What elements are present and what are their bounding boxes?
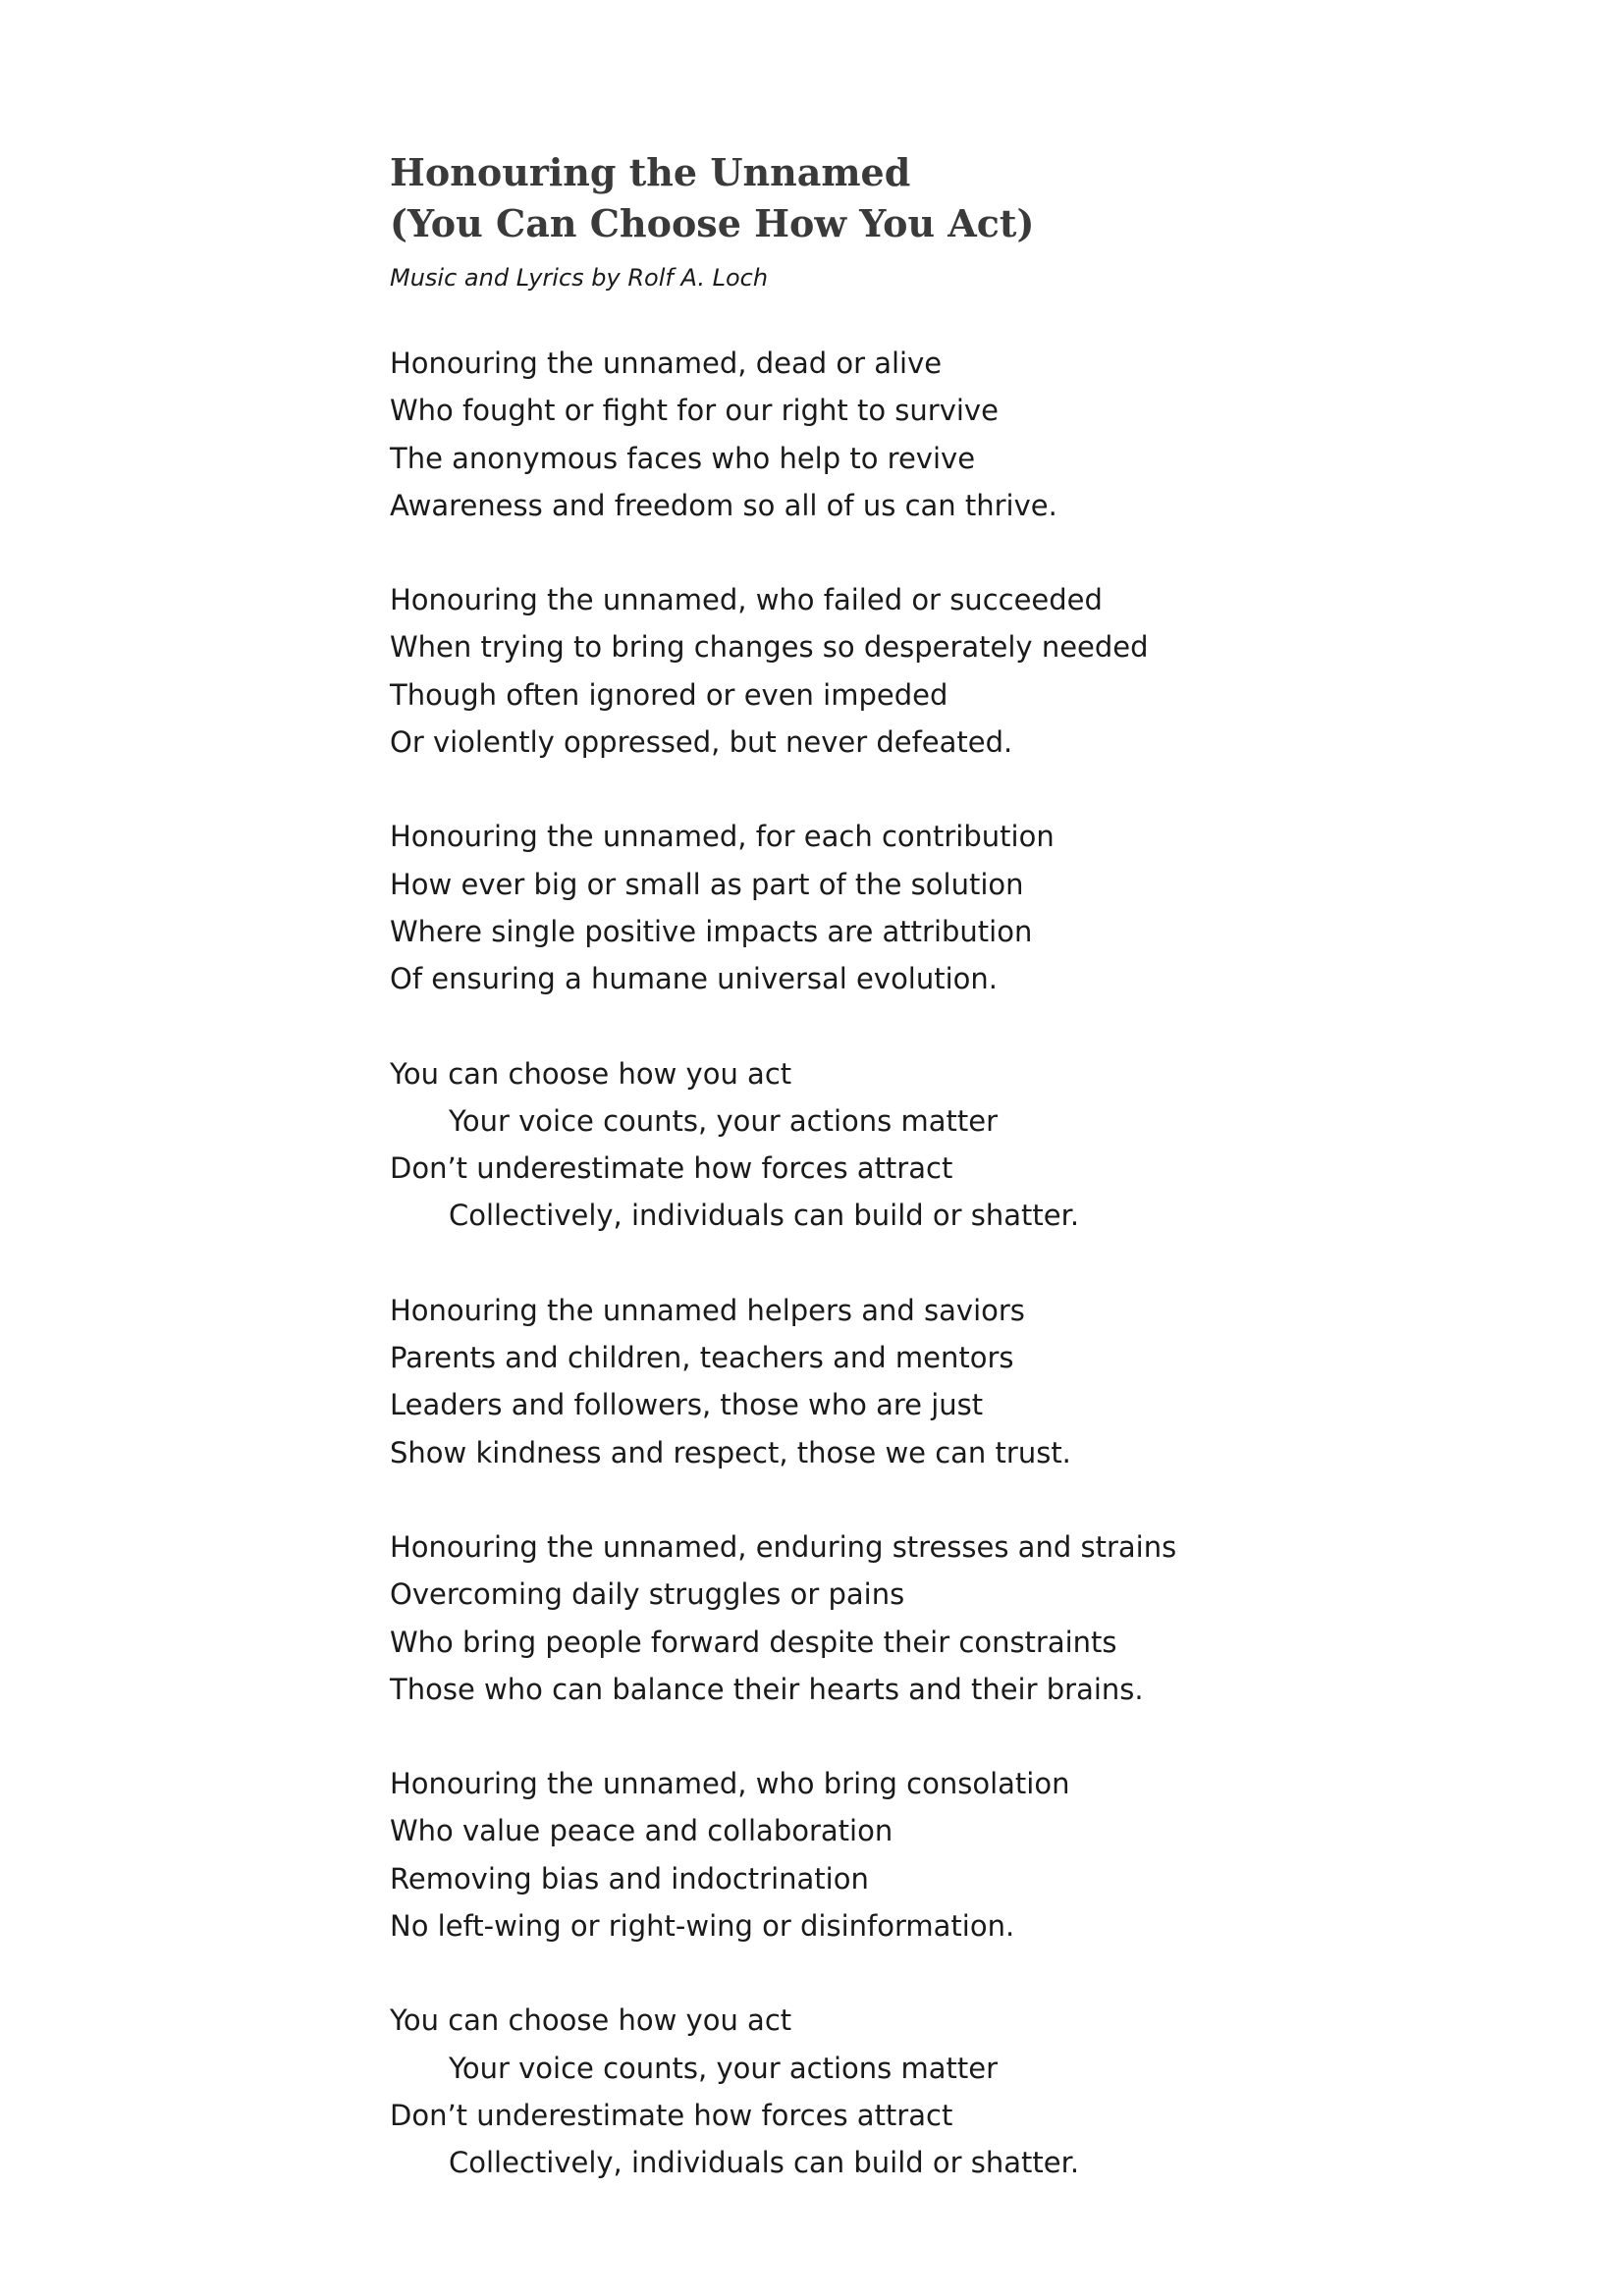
lyric-line: Where single positive impacts are attribution bbox=[390, 914, 1033, 948]
song-subtitle: (You Can Choose How You Act) bbox=[390, 201, 1035, 245]
lyric-line: Removing bias and indoctrination bbox=[390, 1861, 869, 1896]
lyric-line: Don’t underestimate how forces attract bbox=[390, 1151, 953, 1186]
lyric-line: Though often ignored or even impeded bbox=[390, 677, 948, 712]
lyric-line: You can choose how you act bbox=[390, 1056, 792, 1091]
lyric-line: How ever big or small as part of the solution bbox=[390, 867, 1024, 901]
song-title: Honouring the Unnamed bbox=[390, 150, 911, 194]
lyric-line: Awareness and freedom so all of us can thrive. bbox=[390, 488, 1057, 522]
lyric-line: Those who can balance their hearts and their brains. bbox=[390, 1672, 1144, 1706]
lyric-line-indented: Your voice counts, your actions matter bbox=[449, 2051, 999, 2085]
song-credit: Music and Lyrics by Rolf A. Loch bbox=[390, 264, 769, 292]
lyric-line: Honouring the unnamed helpers and saviors bbox=[390, 1293, 1025, 1327]
stanza-verse-2 bbox=[390, 576, 1519, 766]
stanza-chorus-2 bbox=[390, 1997, 1519, 2186]
lyric-line: Parents and children, teachers and mentors bbox=[390, 1341, 1014, 1375]
lyric-line: Show kindness and respect, those we can trust. bbox=[390, 1435, 1071, 1469]
lyric-line: Honouring the unnamed, enduring stresses and strains bbox=[390, 1529, 1177, 1564]
lyric-line: You can choose how you act bbox=[390, 2003, 792, 2038]
lyrics bbox=[390, 340, 1519, 2187]
lyric-line: Who fought or fight for our right to survive bbox=[390, 394, 999, 428]
song-content bbox=[390, 147, 1519, 2234]
lyric-line-indented: Collectively, individuals can build or shatter. bbox=[449, 2146, 1080, 2180]
lyric-line: The anonymous faces who help to revive bbox=[390, 441, 976, 475]
stanza-verse-4 bbox=[390, 1287, 1519, 1476]
stanza-verse-6 bbox=[390, 1760, 1519, 1949]
lyric-line: Or violently oppressed, but never defeated. bbox=[390, 725, 1013, 760]
lyric-line: Honouring the unnamed, for each contribution bbox=[390, 820, 1055, 854]
lyric-line: Who bring people forward despite their constraints bbox=[390, 1625, 1117, 1659]
lyric-line: When trying to bring changes so desperately needed bbox=[390, 630, 1149, 665]
lyric-line: Of ensuring a humane universal evolution. bbox=[390, 962, 999, 996]
lyric-line: Don’t underestimate how forces attract bbox=[390, 2098, 953, 2132]
lyric-line: Honouring the unnamed, who bring consolation bbox=[390, 1767, 1070, 1801]
stanza-chorus-1 bbox=[390, 1050, 1519, 1240]
stanza-verse-5 bbox=[390, 1523, 1519, 1713]
stanza-verse-3 bbox=[390, 813, 1519, 1002]
lyric-line: No left-wing or right-wing or disinformation. bbox=[390, 1909, 1015, 1944]
lyric-line: Overcoming daily struggles or pains bbox=[390, 1577, 905, 1612]
lyric-line-indented: Your voice counts, your actions matter bbox=[449, 1103, 999, 1138]
lyric-line: Honouring the unnamed, dead or alive bbox=[390, 347, 943, 380]
lyric-line-indented: Collectively, individuals can build or shatter. bbox=[449, 1199, 1080, 1233]
stanza-verse-1 bbox=[390, 340, 1519, 529]
lyric-line: Leaders and followers, those who are just bbox=[390, 1388, 984, 1422]
lyric-line: Who value peace and collaboration bbox=[390, 1814, 893, 1848]
lyric-line: Honouring the unnamed, who failed or succeeded bbox=[390, 583, 1103, 617]
